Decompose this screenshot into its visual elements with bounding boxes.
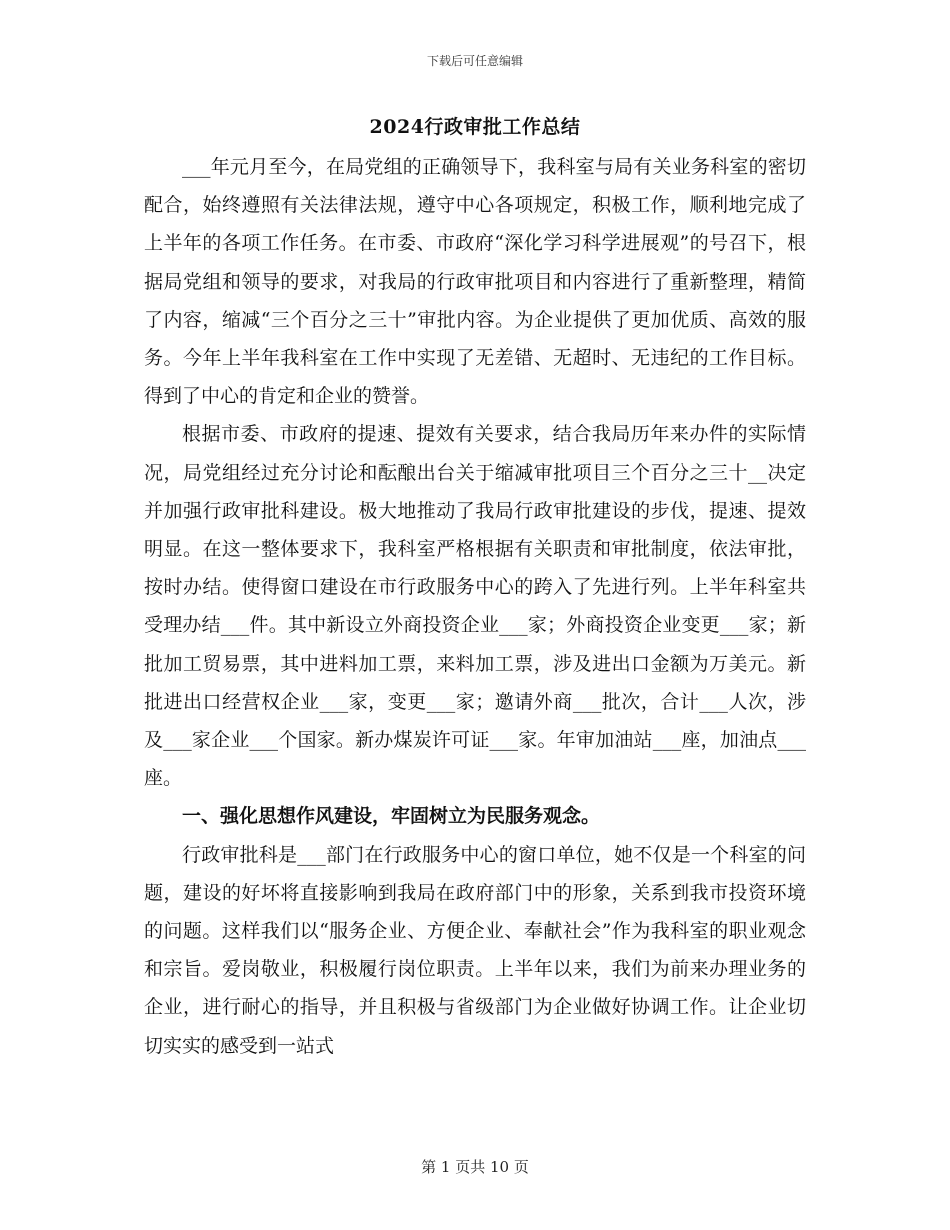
page-footer: 第 1 页共 10 页 [421,1158,529,1176]
document-title: 2024行政审批工作总结 [369,116,581,138]
paragraph-3: 行政审批科是___部门在行政服务中心的窗口单位，她不仅是一个科室的问题，建设的好坏将直接影响到我局在政府部门中的形象，关系到我市投资环境的问题。这样我们以“服务企业、方便企业、奉献社会”作为我科室的职业观念和宗旨。爱岗敬业，积极履行岗位职责。上半年以来，我们为前来办理业务的企业，进行耐心的指导，并且积极与省级部门为企业做好协调工作。让企业切切实实的感受到一站式 [144,843,806,1057]
page-header: 下载后可任意编辑 [426,54,523,68]
paragraph-1: ___年元月至今，在局党组的正确领导下，我科室与局有关业务科室的密切配合，始终遵照有关法律法规，遵守中心各项规定，积极工作，顺利地完成了上半年的各项工作任务。在市委、市政府“深化学习科学进展观”的号召下，根据局党组和领导的要求，对我局的行政审批项目和内容进行了重新整理，精简了内容，缩减“三个百分之三十”审批内容。为企业提供了更加优质、高效的服务。今年上半年我科室在工作中实现了无差错、无超时、无违纪的工作目标。得到了中心的肯定和企业的赞誉。 [144,156,806,408]
paragraph-2: 根据市委、市政府的提速、提效有关要求，结合我局历年来办件的实际情况，局党组经过充分讨论和酝酿出台关于缩减审批项目三个百分之三十__决定并加强行政审批科建设。极大地推动了我局行政审批建设的步伐，提速、提效明显。在这一整体要求下，我科室严格根据有关职责和审批制度，依法审批，按时办结。使得窗口建设在市行政服务中心的跨入了先进行列。上半年科室共受理办结___件。其中新设立外商投资企业___家；外商投资企业变更___家；新批加工贸易票，其中进料加工票，来料加工票，涉及进出口金额为万美元。新批进出口经营权企业___家，变更___家；邀请外商___批次，合计___人次，涉及___家企业___个国家。新办煤炭许可证___家。年审加油站___座，加油点___座。 [144,423,806,790]
section-heading: 一、强化思想作风建设，牢固树立为民服务观念。 [182,805,601,828]
document-body [144,148,806,1065]
